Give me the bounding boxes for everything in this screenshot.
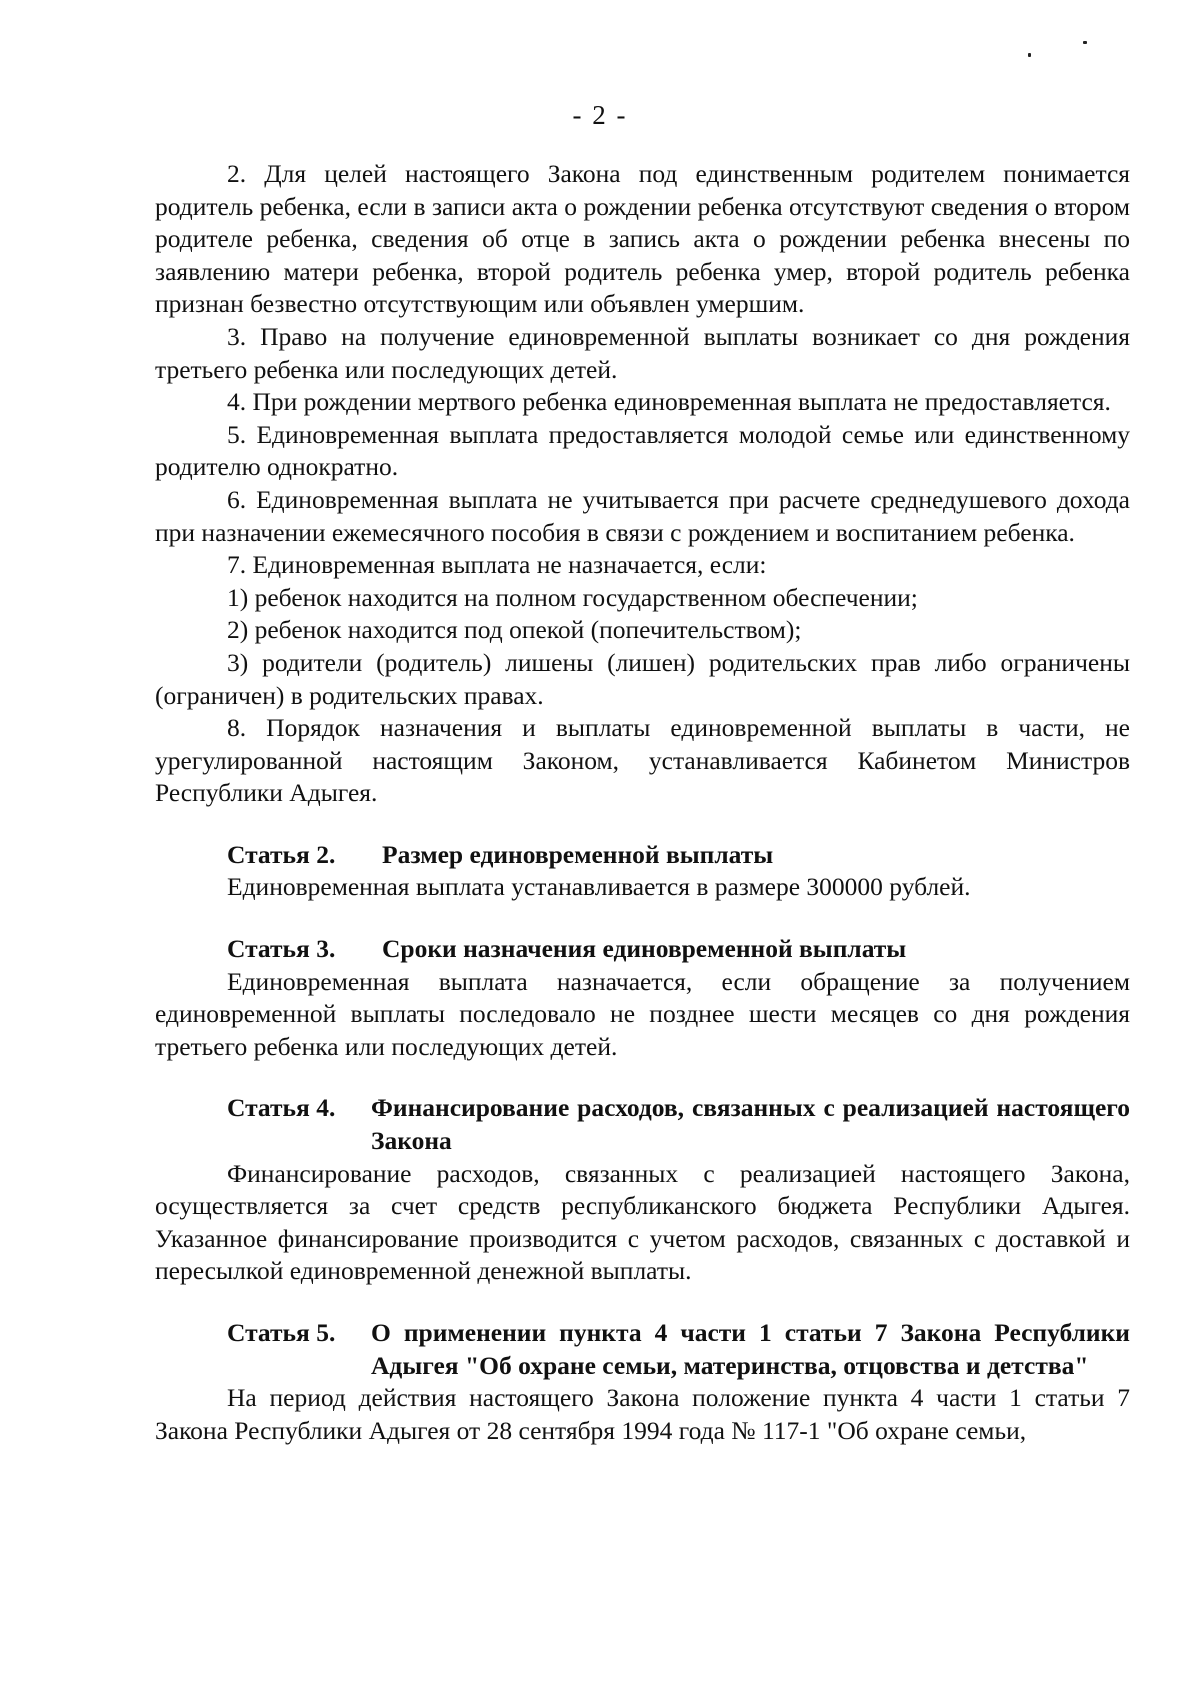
article-2-title: Размер единовременной выплаты xyxy=(382,839,774,869)
article-3-title: Сроки назначения единовременной выплаты xyxy=(382,934,907,964)
scan-speck xyxy=(1028,53,1031,57)
article-4-title: Финансирование расходов, связанных с реализацией настоящего Закона xyxy=(371,1093,1130,1156)
article-5-text: На период действия настоящего Закона положение пункта 4 части 1 статьи 7 Закона Республики Адыгея от 28 сентября 1994 года № 117-1 "Об охране семьи, xyxy=(155,1383,1130,1445)
article-5-label: Статья 5. xyxy=(227,1318,336,1347)
paragraph-right-to-payment: 3. Право на получение единовременной выплаты возникает со дня рождения третьего ребенка или последующих детей. xyxy=(155,321,1130,384)
paragraph-not-assigned-if: 7. Единовременная выплата не назначается, если: xyxy=(227,550,767,580)
page-number: - 2 - xyxy=(572,100,628,130)
article-2-label: Статья 2. xyxy=(227,839,336,869)
document-body xyxy=(155,158,1130,1447)
paragraph-one-time: 5. Единовременная выплата предоставляется молодой семье или единственному родителю однократно. xyxy=(155,419,1130,482)
paragraph-stillbirth: 4. При рождении мертвого ребенка единовременная выплата не предоставляется. xyxy=(227,387,1111,417)
paragraph-procedure: 8. Порядок назначения и выплаты единовременной выплаты в части, не урегулированной настоящим Законом, устанавливается Кабинетом Министров Республики Адыгея. xyxy=(155,713,1130,808)
list-item: 3) родители (родитель) лишены (лишен) родительских прав либо ограничены (ограничен) в родительских правах. xyxy=(155,647,1130,710)
article-2-heading xyxy=(155,839,1130,872)
article-5-title: О применении пункта 4 части 1 статьи 7 Закона Республики Адыгея "Об охране семьи, материнства, отцовства и детства" xyxy=(371,1318,1130,1380)
article-2-text: Единовременная выплата устанавливается в размере 300000 рублей. xyxy=(227,872,971,902)
paragraph-income-calculation: 6. Единовременная выплата не учитывается при расчете среднедушевого дохода при назначении ежемесячного пособия в связи с рождением и воспитанием ребенка. xyxy=(155,484,1130,547)
article-4-heading xyxy=(155,1092,1130,1157)
article-4-label: Статья 4. xyxy=(227,1093,336,1123)
article-3-text: Единовременная выплата назначается, если обращение за получением единовременной выплаты последовало не позднее шести месяцев со дня рождения третьего ребенка или последующих детей. xyxy=(155,966,1130,1061)
list-item: 1) ребенок находится на полном государственном обеспечении; xyxy=(227,582,918,612)
paragraph-definition-single-parent: 2. Для целей настоящего Закона под единственным родителем понимается родитель ребенка, если в записи акта о рождении ребенка отсутствуют сведения о втором родителе ребенка, сведения об отце в запись акта о рождении ребенка внесены по заявлению матери ребенка, второй родитель ребенка умер, второй родитель ребенка признан безвестно отсутствующим или объявлен умершим. xyxy=(155,159,1130,319)
article-5-heading xyxy=(155,1317,1130,1382)
article-3-label: Статья 3. xyxy=(227,934,336,964)
list-item: 2) ребенок находится под опекой (попечительством); xyxy=(227,615,802,645)
scan-speck xyxy=(1083,41,1087,44)
article-4-text: Финансирование расходов, связанных с реализацией настоящего Закона, осуществляется за счет средств республиканского бюджета Республики Адыгея. Указанное финансирование производится с учетом расходов, связанных с доставкой и пересылкой единовременной денежной выплаты. xyxy=(155,1158,1130,1286)
article-3-heading xyxy=(155,933,1130,966)
